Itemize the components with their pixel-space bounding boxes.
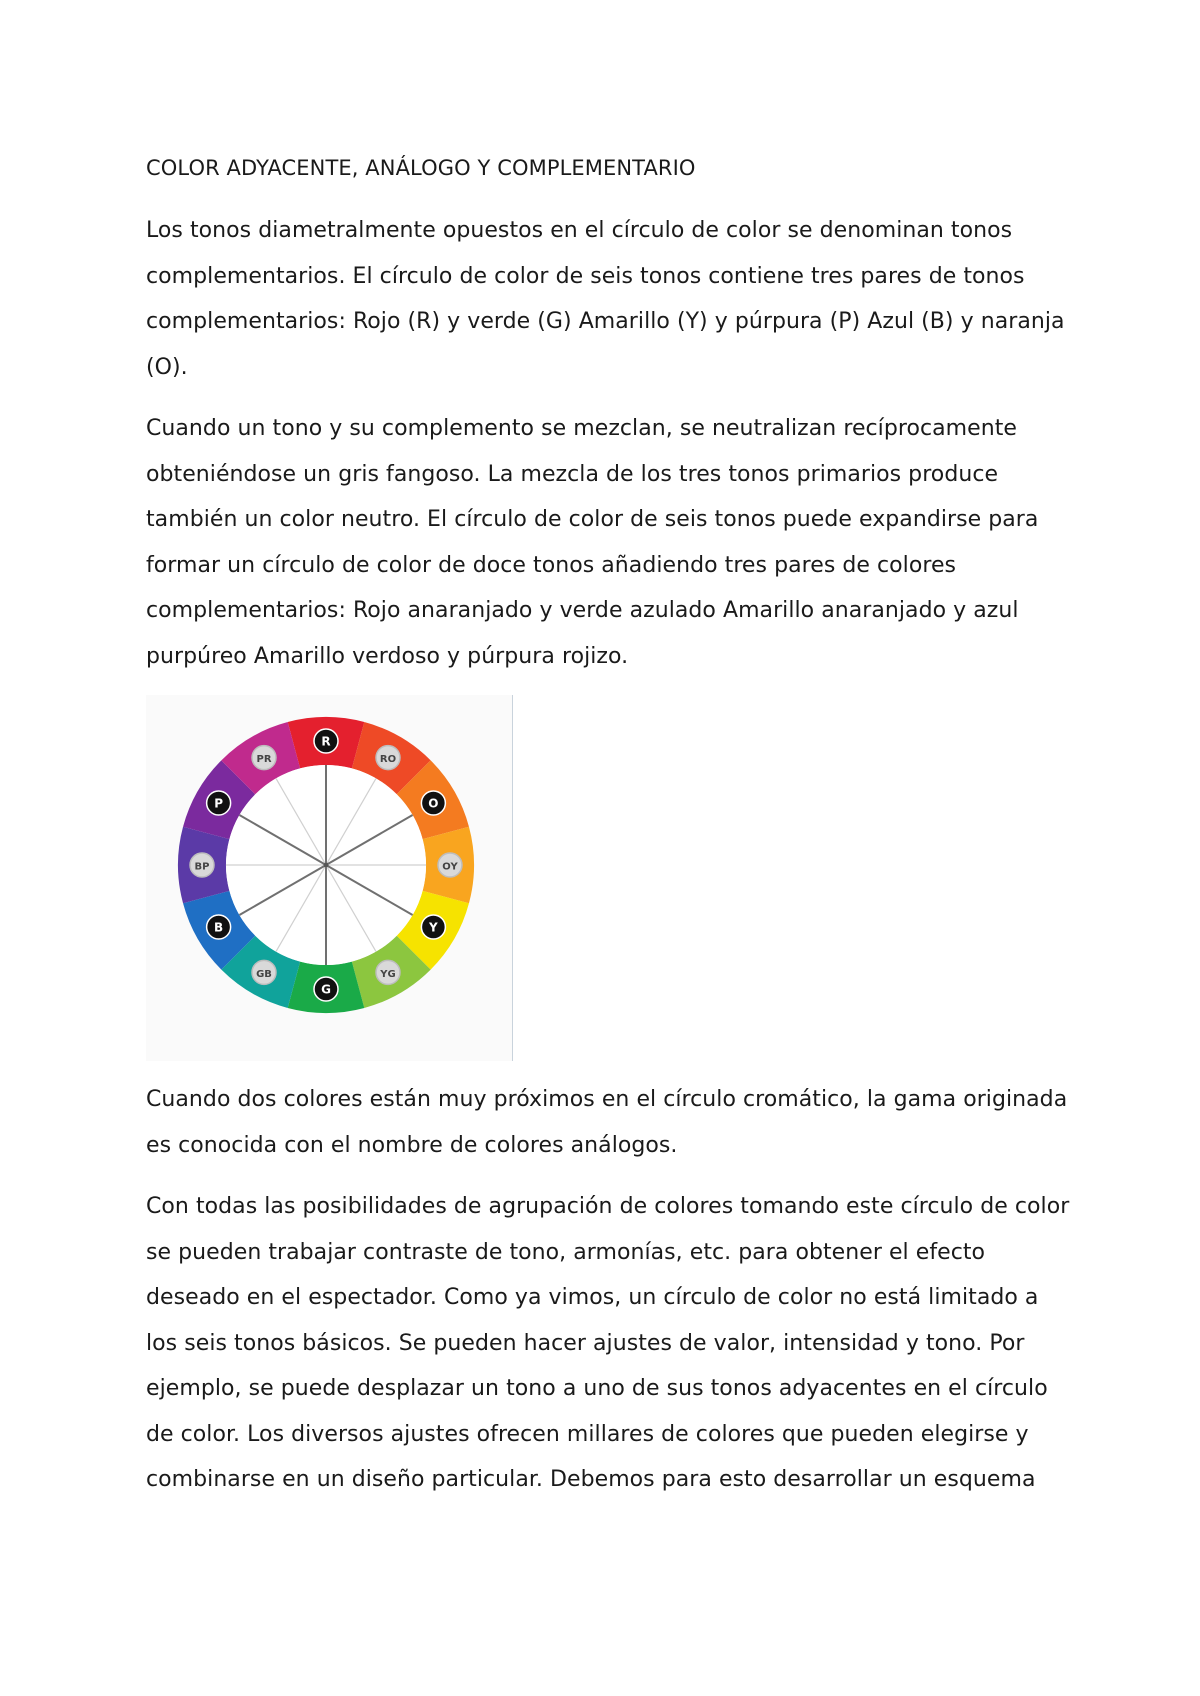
wheel-label-pr: PR xyxy=(256,754,272,766)
paragraph-complementary: Los tonos diametralmente opuestos en el círculo de color se denominan tonos complementarios. El círculo de color de seis tonos contiene tres pares de tonos complementarios: Rojo (R) y verde (G) Amarillo (Y) y púrpura (P) Azul (B) y naranja (O). xyxy=(146,218,1065,380)
paragraph-possibilities: Con todas las posibilidades de agrupación de colores tomando este círculo de color se pueden trabajar contraste de tono, armonías, etc. para obtener el efecto deseado en el espectador. Como ya vimos, un círculo de color no está limitado a los seis tonos básicos. Se pueden hacer ajustes de valor, intensidad y tono. Por ejemplo, se puede desplazar un tono a uno de sus tonos adyacentes en el círculo de color. Los diversos ajustes ofrecen millares de colores que pueden elegirse y combinarse en un diseño particular. Debemos para esto desarrollar un esquema xyxy=(146,1194,1070,1492)
wheel-label-o: O xyxy=(428,796,439,811)
wheel-label-gb: GB xyxy=(256,968,272,980)
wheel-label-y: Y xyxy=(429,920,438,935)
wheel-label-ro: RO xyxy=(379,754,397,766)
wheel-hub xyxy=(324,863,329,868)
document-page xyxy=(146,150,1076,1519)
figure-divider xyxy=(512,695,513,1061)
paragraph-mixing: Cuando un tono y su complemento se mezclan, se neutralizan recíprocamente obteniéndose un gris fangoso. La mezcla de los tres tonos primarios produce también un color neutro. El círculo de color de seis tonos puede expandirse para formar un círculo de color de doce tonos añadiendo tres pares de colores complementarios: Rojo anaranjado y verde azulado Amarillo anaranjado y azul purpúreo Amarillo verdoso y púrpura rojizo. xyxy=(146,416,1039,669)
wheel-label-r: R xyxy=(321,734,331,749)
wheel-label-b: B xyxy=(214,920,224,935)
color-wheel-diagram xyxy=(146,695,512,1061)
document-title: COLOR ADYACENTE, ANÁLOGO Y COMPLEMENTARIO xyxy=(146,156,696,180)
wheel-label-oy: OY xyxy=(442,861,458,873)
wheel-label-yg: YG xyxy=(380,968,396,980)
paragraph-analogous: Cuando dos colores están muy próximos en el círculo cromático, la gama originada es conocida con el nombre de colores análogos. xyxy=(146,1087,1068,1158)
color-wheel-figure xyxy=(146,695,516,1063)
wheel-label-bp: BP xyxy=(194,861,210,873)
wheel-label-p: P xyxy=(214,796,224,811)
wheel-label-g: G xyxy=(321,982,331,997)
